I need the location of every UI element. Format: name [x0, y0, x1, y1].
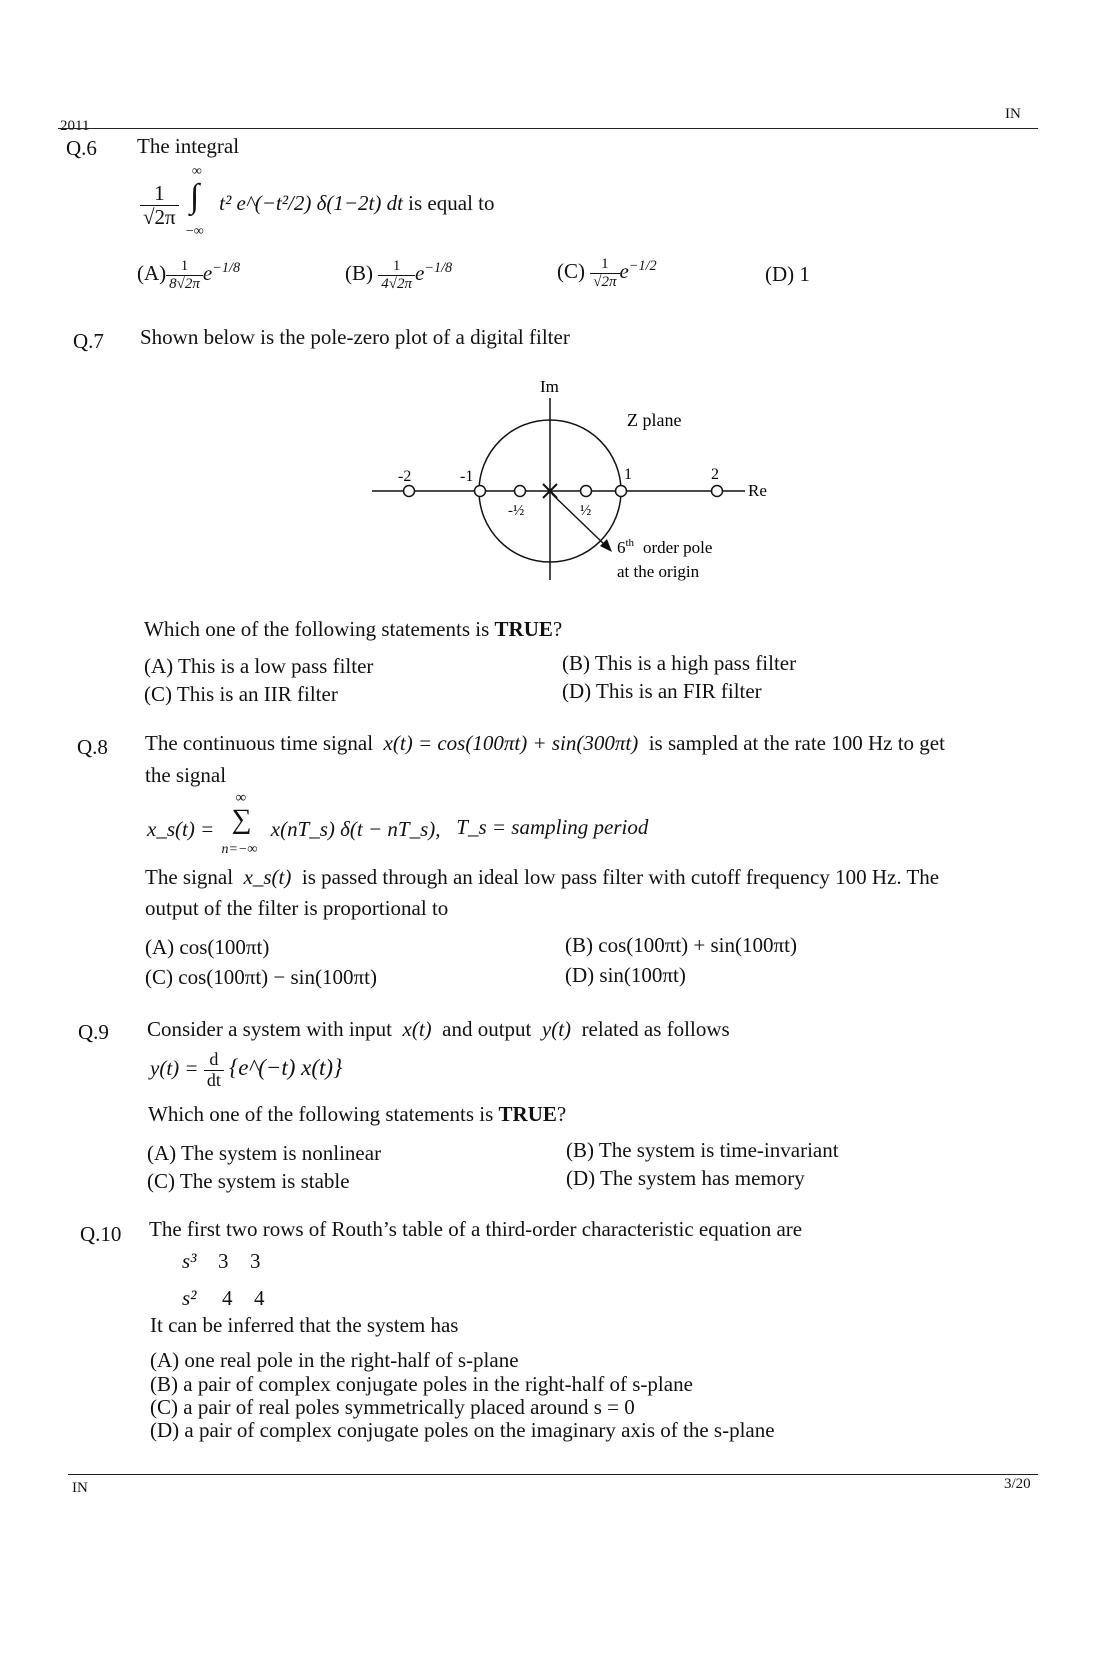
- q9-option-d: (D) The system has memory: [566, 1166, 805, 1190]
- q6-stem: The integral: [137, 134, 240, 158]
- q8-equation: x_s(t) = ∞ ∑ n=−∞ x(nT_s) δ(t − nT_s), T_s = sampling period: [147, 790, 648, 860]
- tick-minus-half: -½: [508, 503, 525, 519]
- q6-prefactor-den: √2π: [143, 205, 176, 229]
- q6-option-d: (D) 1: [765, 262, 810, 286]
- q6-number: Q.6: [66, 136, 97, 160]
- pole-pointer-head: [600, 539, 612, 552]
- q6-integral: [140, 164, 495, 239]
- footer-paper-code: IN: [72, 1480, 88, 1496]
- q10-number: Q.10: [80, 1222, 122, 1246]
- q10-option-a: (A) one real pole in the right-half of s-plane: [150, 1348, 519, 1372]
- re-label: Re: [748, 481, 767, 500]
- q8-line3: The signal x_s(t) is passed through an ideal low pass filter with cutoff frequency 100 Hz. The: [145, 865, 940, 889]
- pole-zero-plot: [360, 370, 810, 590]
- q6-integrand: t² e^(−t²/2) δ(1−2t) dt: [219, 191, 403, 215]
- q6-option-b: (B) $\frac{1}{4√2\pi}$ $e^{-1/8}$: [345, 258, 453, 292]
- header-year: 2011: [60, 118, 90, 134]
- q6-upper-limit: ∞: [191, 164, 202, 179]
- im-label: Im: [540, 377, 559, 396]
- q6-tail: is equal to: [408, 191, 495, 215]
- pole-note-order: 6th: [617, 537, 635, 557]
- q9-option-a: (A) The system is nonlinear: [147, 1141, 382, 1165]
- q7-stem: Shown below is the pole-zero plot of a digital filter: [140, 325, 570, 349]
- q7-option-a: (A) This is a low pass filter: [144, 654, 374, 678]
- q8-option-d: (D) sin(100πt): [565, 963, 686, 987]
- q8-line4: output of the filter is proportional to: [145, 896, 449, 920]
- q9-equation: y(t) = $\frac{d}{dt}$ {e^(−t) x(t)}: [150, 1049, 343, 1090]
- q7-number: Q.7: [73, 329, 104, 353]
- q7-option-d: (D) This is an FIR filter: [562, 679, 762, 703]
- q9-option-b: (B) The system is time-invariant: [566, 1138, 839, 1162]
- tick-1: 1: [624, 466, 632, 483]
- zero-at-2: [712, 486, 723, 497]
- pole-pointer: [552, 494, 606, 546]
- q9-question: Which one of the following statements is TRUE?: [148, 1102, 567, 1126]
- tick-half: ½: [580, 503, 592, 519]
- pole-note-line1: order pole: [643, 538, 713, 557]
- q9-line1: Consider a system with input x(t) and output y(t) related as follows: [147, 1017, 730, 1041]
- tick-minus-1: -1: [460, 468, 474, 485]
- header-paper-code: IN: [1005, 106, 1021, 122]
- q6-lower-limit: −∞: [185, 224, 204, 239]
- tick-2: 2: [711, 466, 719, 483]
- zero-at-1: [616, 486, 627, 497]
- q10-stem: The first two rows of Routh’s table of a third-order characteristic equation are: [149, 1217, 803, 1241]
- q8-option-b: (B) cos(100πt) + sin(100πt): [565, 933, 797, 957]
- q8-line2: the signal: [145, 763, 227, 787]
- q10-infer: It can be inferred that the system has: [150, 1313, 459, 1337]
- q9-number: Q.9: [78, 1020, 109, 1044]
- pole-note-line2: at the origin: [617, 562, 700, 581]
- q8-option-a: (A) cos(100πt): [145, 935, 270, 959]
- q6-prefactor: [140, 182, 179, 229]
- zero-at-minus-1: [475, 486, 486, 497]
- q6-prefactor-num: 1: [140, 182, 179, 206]
- q10-option-b: (B) a pair of complex conjugate poles in the right-half of s-plane: [150, 1372, 693, 1396]
- q6-option-a: (A) $\frac{1}{8√2\pi}$ $e^{-1/8}$: [137, 258, 241, 292]
- footer-page-number: 3/20: [1004, 1476, 1031, 1492]
- zero-at-half: [581, 486, 592, 497]
- q7-option-c: (C) This is an IIR filter: [144, 682, 338, 706]
- q6-option-c: (C) $\frac{1}{√2\pi}$ $e^{-1/2}$: [557, 256, 657, 290]
- q10-option-c: (C) a pair of real poles symmetrically placed around s = 0: [150, 1395, 635, 1419]
- z-plane-label: Z plane: [627, 410, 682, 430]
- q8-line1: The continuous time signal x(t) = cos(100πt) + sin(300πt) is sampled at the rate 100 Hz to get: [145, 731, 945, 755]
- q10-option-d: (D) a pair of complex conjugate poles on the imaginary axis of the s-plane: [150, 1418, 775, 1442]
- q9-option-c: (C) The system is stable: [147, 1169, 350, 1193]
- zero-at-minus-2: [404, 486, 415, 497]
- routh-row-1: s³ 3 3: [182, 1249, 261, 1273]
- q8-number: Q.8: [77, 735, 108, 759]
- q8-sum: ∞ ∑ n=−∞: [221, 790, 258, 857]
- tick-minus-2: -2: [398, 468, 412, 485]
- q6-integral-sign: ∞ ∫ −∞: [185, 164, 204, 239]
- routh-row-2: s² 4 4: [182, 1286, 265, 1310]
- q7-option-b: (B) This is a high pass filter: [562, 651, 797, 675]
- q7-question: Which one of the following statements is TRUE?: [144, 617, 563, 641]
- footer-rule: [68, 1474, 1038, 1475]
- q8-option-c: (C) cos(100πt) − sin(100πt): [145, 965, 377, 989]
- zero-at-minus-half: [515, 486, 526, 497]
- header-rule: [58, 128, 1038, 129]
